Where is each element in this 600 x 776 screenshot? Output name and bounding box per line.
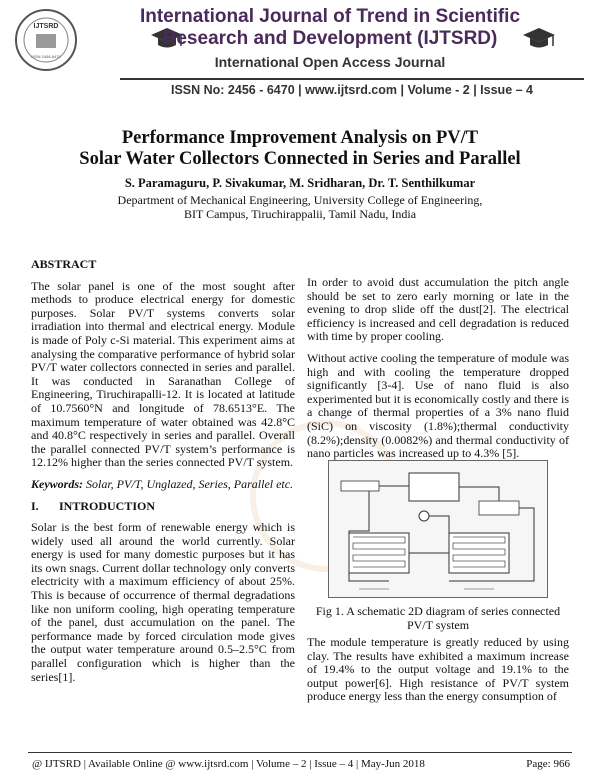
page-number: Page: 966 <box>526 758 570 770</box>
graduation-cap-icon <box>522 26 556 52</box>
journal-name-line1: International Journal of Trend in Scientific <box>139 6 521 27</box>
schematic-figure <box>328 460 548 598</box>
journal-header <box>0 0 600 97</box>
section-title: INTRODUCTION <box>59 498 156 513</box>
footer-info: @ IJTSRD | Available Online @ www.ijtsrd.com | Volume – 2 | Issue – 4 | May-Jun 2018 <box>32 758 425 770</box>
section-heading-introduction <box>31 500 295 514</box>
right-paragraph-2: Without active cooling the temperature of module was high and with cooling the temperature dropped significantly [3-4]. Use of nano fluid is also experimented but it is economically costly and there is a change of thermal properties of a 3% nano fluid (SiC) on viscosity (1.8%);thermal conductivity (8.2%);density (0.0082%) and thermal conductivity of nano particles was increased up to 4.3% [5]. <box>307 350 569 461</box>
paper-title <box>30 128 570 170</box>
introduction-text: Solar is the best form of renewable energy which is widely used all around the world currently. Solar energy is used for many domestic purposes but it has its own snags. Current dollar technology only converts electricity with a maximum efficiency of about 25%. This is because of occurrence of thermal degradations like non uniform cooling, high operating temperature of the panel, dust accumulation on the panel. The performance made by forced circulation mode gives the output water temperature around 0.5–2.5°C from parallel configuration which is higher than the series[1]. <box>31 520 295 684</box>
left-column <box>31 258 295 692</box>
keywords <box>31 478 295 492</box>
paper-title-line1: Performance Improvement Analysis on PV/T <box>121 128 479 148</box>
journal-name-line2: Research and Development (IJTSRD) <box>162 28 498 49</box>
keywords-label: Keywords: <box>31 476 83 491</box>
header-divider <box>120 78 584 80</box>
section-number: I. <box>31 498 39 513</box>
figure-caption: Fig 1. A schematic 2D diagram of series connected PV/T system <box>315 604 561 632</box>
svg-text:IJTSRD: IJTSRD <box>33 23 59 30</box>
affiliation-line1: Department of Mechanical Engineering, University College of Engineering, <box>117 193 483 207</box>
journal-subtitle: International Open Access Journal <box>214 54 446 70</box>
issn-line: ISSN No: 2456 - 6470 | www.ijtsrd.com | Volume - 2 | Issue – 4 <box>170 83 533 97</box>
right-paragraph-1: In order to avoid dust accumulation the pitch angle should be set to zero early morning or late in the evening to drop slide off the dust[2]. The electrical efficiency is increased and cell degradation is reduced with time by proper cooling. <box>307 275 569 344</box>
affiliation-line2: BIT Campus, Tiruchirappalii, Tamil Nadu, India <box>183 207 417 221</box>
paper-authors: S. Paramaguru, P. Sivakumar, M. Sridharan, Dr. T. Senthilkumar <box>124 176 476 190</box>
abstract-text: The solar panel is one of the most sought after methods to produce electrical energy for domestic purposes. Solar PV/T systems converts solar irradiation into thermal and electrical energy. Module is made of Poly c-Si material. This experiment aims at analysing the comparative performance of hybrid solar PV/T water collectors connected in series and parallel. It was conducted in Saranathan College of Engineering, Tiruchirapalli-12. It is located at latitude of 10.7560°N and longitude of 78.6513°E. The maximum temperature of water obtained was 42.8°C and 40.8°C respectively in series and parallel. Overall the parallel connected PV/T system’s performance is 12.12% higher than the series connected PV/T system. <box>31 278 295 470</box>
footer-divider <box>28 752 572 753</box>
paper-affiliation <box>30 193 570 221</box>
right-column <box>307 276 569 469</box>
svg-text:ISSN 2456-6470: ISSN 2456-6470 <box>31 54 61 59</box>
right-column-lower <box>307 636 569 712</box>
right-paragraph-3: The module temperature is greatly reduced by using clay. The results have exhibited a maximum increase of 19.4% to the output voltage and 19.1% to the output power[6]. High resistance of PV/T system produce energy less than the energy consumption of <box>307 635 569 704</box>
keywords-text: Solar, PV/T, Unglazed, Series, Parallel etc. <box>83 476 294 491</box>
abstract-heading: ABSTRACT <box>31 257 97 271</box>
paper-title-line2: Solar Water Collectors Connected in Series and Parallel <box>79 149 521 169</box>
journal-logo-icon <box>14 8 78 72</box>
